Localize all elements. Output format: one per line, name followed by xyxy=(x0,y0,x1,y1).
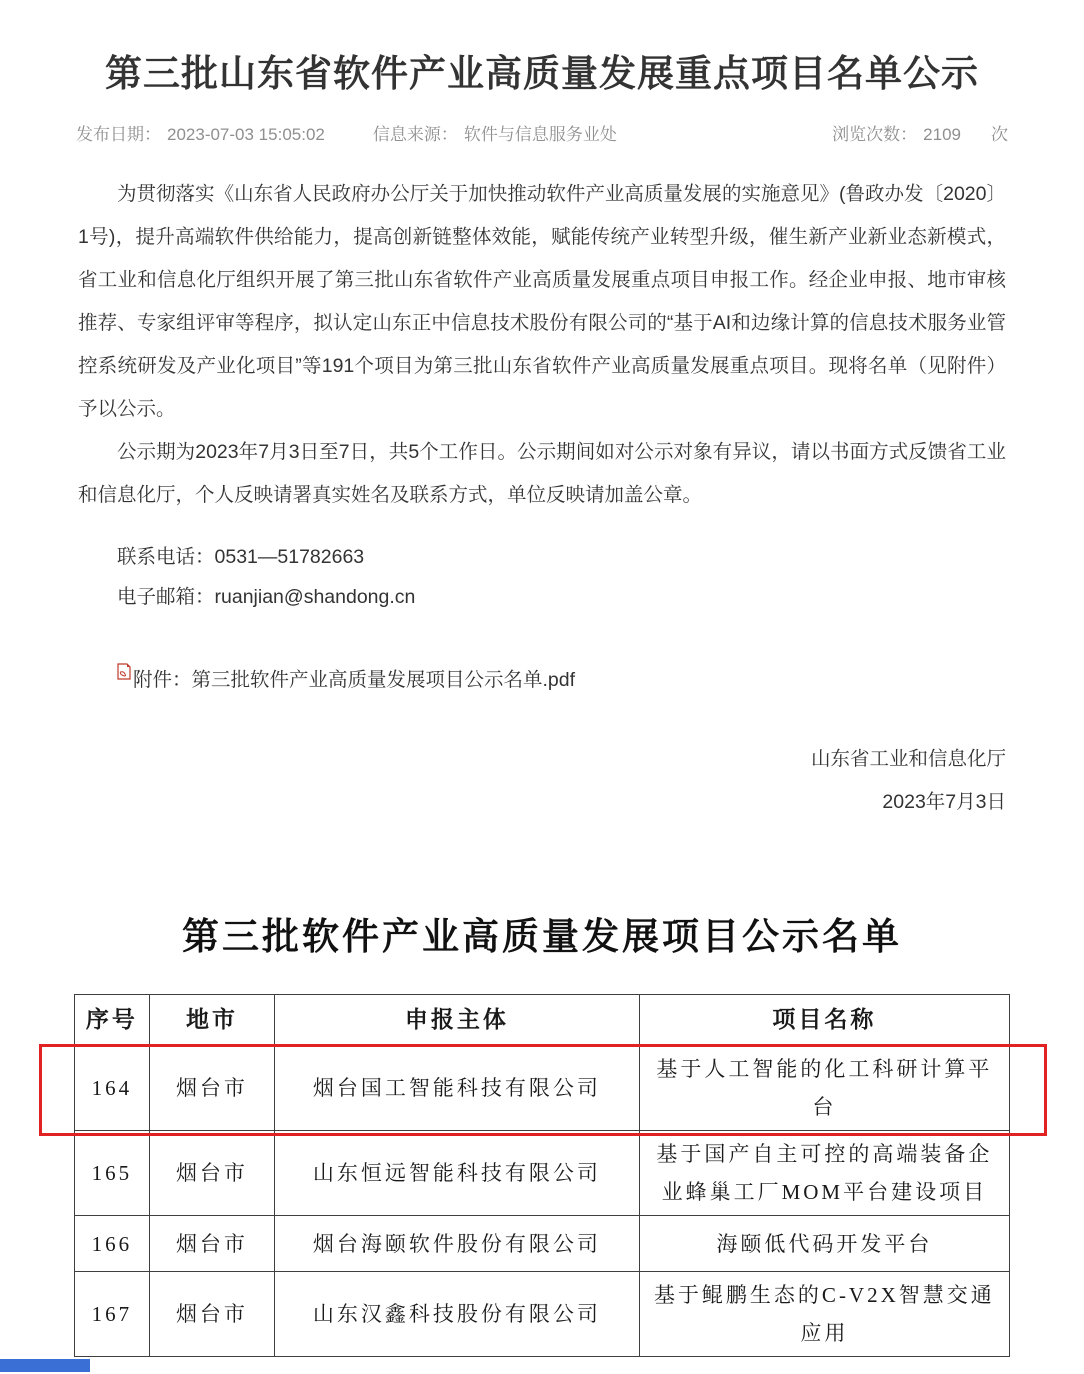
info-source-value: 软件与信息服务业处 xyxy=(463,125,617,145)
cell-company: 山东汉鑫科技股份有限公司 xyxy=(275,1272,640,1357)
cell-no: 164 xyxy=(75,1046,150,1131)
table-row xyxy=(75,1216,1010,1272)
paragraph: 公示期为2023年7月3日至7日，共5个工作日。公示期间如对公示对象有异议，请以书面方式反馈省工业和信息化厅，个人反映请署真实姓名及联系方式，单位反映请加盖公章。 xyxy=(78,441,1006,507)
cell-no: 167 xyxy=(75,1272,150,1357)
info-source-label: 信息来源： xyxy=(372,125,458,145)
attachment-line xyxy=(78,663,1006,692)
cell-project: 基于鲲鹏生态的C-V2X智慧交通应用 xyxy=(639,1272,1009,1357)
cell-no: 165 xyxy=(75,1131,150,1216)
meta-bar xyxy=(76,120,1008,145)
cell-project: 基于国产自主可控的高端装备企业蜂巢工厂MOM平台建设项目 xyxy=(639,1131,1009,1216)
scanned-list-section xyxy=(0,906,1084,1357)
table-header-row xyxy=(75,995,1010,1046)
page-title: 第三批山东省软件产业高质量发展重点项目名单公示 xyxy=(105,53,979,94)
table-row xyxy=(75,1272,1010,1357)
publish-date-value: 2023-07-03 15:05:02 xyxy=(167,125,325,145)
view-count xyxy=(832,120,1008,145)
column-header-project: 项目名称 xyxy=(639,995,1009,1046)
list-title: 第三批软件产业高质量发展项目公示名单 xyxy=(182,917,902,959)
view-count-value: 2109 xyxy=(923,125,961,145)
column-header-company: 申报主体 xyxy=(275,995,640,1046)
view-count-unit: 次 xyxy=(991,125,1008,145)
paragraph: 为贯彻落实《山东省人民政府办公厅关于加快推动软件产业高质量发展的实施意见》(鲁政办发〔2020〕1号)，提升高端软件供给能力，提高创新链整体效能，赋能传统产业转型升级，催生新产业新业态新模式，省工业和信息化厅组织开展了第三批山东省软件产业高质量发展重点项目申报工作。经企业申报、地市审核推荐、专家组评审等程序，拟认定山东正中信息技术股份有限公司的“基于AI和边缘计算的信息技术服务业管控系统研发及产业化项目”等191个项目为第三批山东省软件产业高质量发展重点项目。现将名单（见附件）予以公示。 xyxy=(78,183,1006,421)
bottom-blue-bar xyxy=(0,1359,90,1372)
cell-city: 烟台市 xyxy=(149,1131,274,1216)
table-row xyxy=(75,1131,1010,1216)
contact-block xyxy=(78,537,1006,617)
attachment-label: 附件： xyxy=(133,669,192,692)
table-row xyxy=(75,1046,1010,1131)
cell-no: 166 xyxy=(75,1216,150,1272)
email-value: ruanjian@shandong.cn xyxy=(214,586,416,609)
attachment-file-link[interactable]: 第三批软件产业高质量发展项目公示名单.pdf xyxy=(191,669,576,692)
cell-project: 海颐低代码开发平台 xyxy=(639,1216,1009,1272)
email-label: 电子邮箱： xyxy=(117,586,215,609)
email-line xyxy=(78,577,1006,617)
column-header-city: 地市 xyxy=(149,995,274,1046)
phone-line xyxy=(78,537,1006,577)
publish-date-label: 发布日期： xyxy=(76,125,161,145)
article-body xyxy=(78,173,1006,517)
signature-date: 2023年7月3日 xyxy=(882,791,1006,814)
pdf-icon xyxy=(117,663,131,686)
project-table-wrap xyxy=(74,994,1010,1357)
info-source xyxy=(373,120,617,145)
cell-company: 烟台海颐软件股份有限公司 xyxy=(275,1216,640,1272)
publish-date xyxy=(76,120,325,145)
phone-value: 0531—51782663 xyxy=(214,546,365,569)
phone-label: 联系电话： xyxy=(117,546,215,569)
signature-block xyxy=(78,738,1006,824)
cell-city: 烟台市 xyxy=(149,1272,274,1357)
project-table xyxy=(74,994,1010,1357)
signature-org: 山东省工业和信息化厅 xyxy=(810,748,1006,771)
cell-city: 烟台市 xyxy=(149,1216,274,1272)
view-count-label: 浏览次数： xyxy=(832,125,918,145)
column-header-no: 序号 xyxy=(75,995,150,1046)
cell-project: 基于人工智能的化工科研计算平台 xyxy=(639,1046,1009,1131)
cell-company: 烟台国工智能科技有限公司 xyxy=(275,1046,640,1131)
cell-city: 烟台市 xyxy=(149,1046,274,1131)
cell-company: 山东恒远智能科技有限公司 xyxy=(275,1131,640,1216)
